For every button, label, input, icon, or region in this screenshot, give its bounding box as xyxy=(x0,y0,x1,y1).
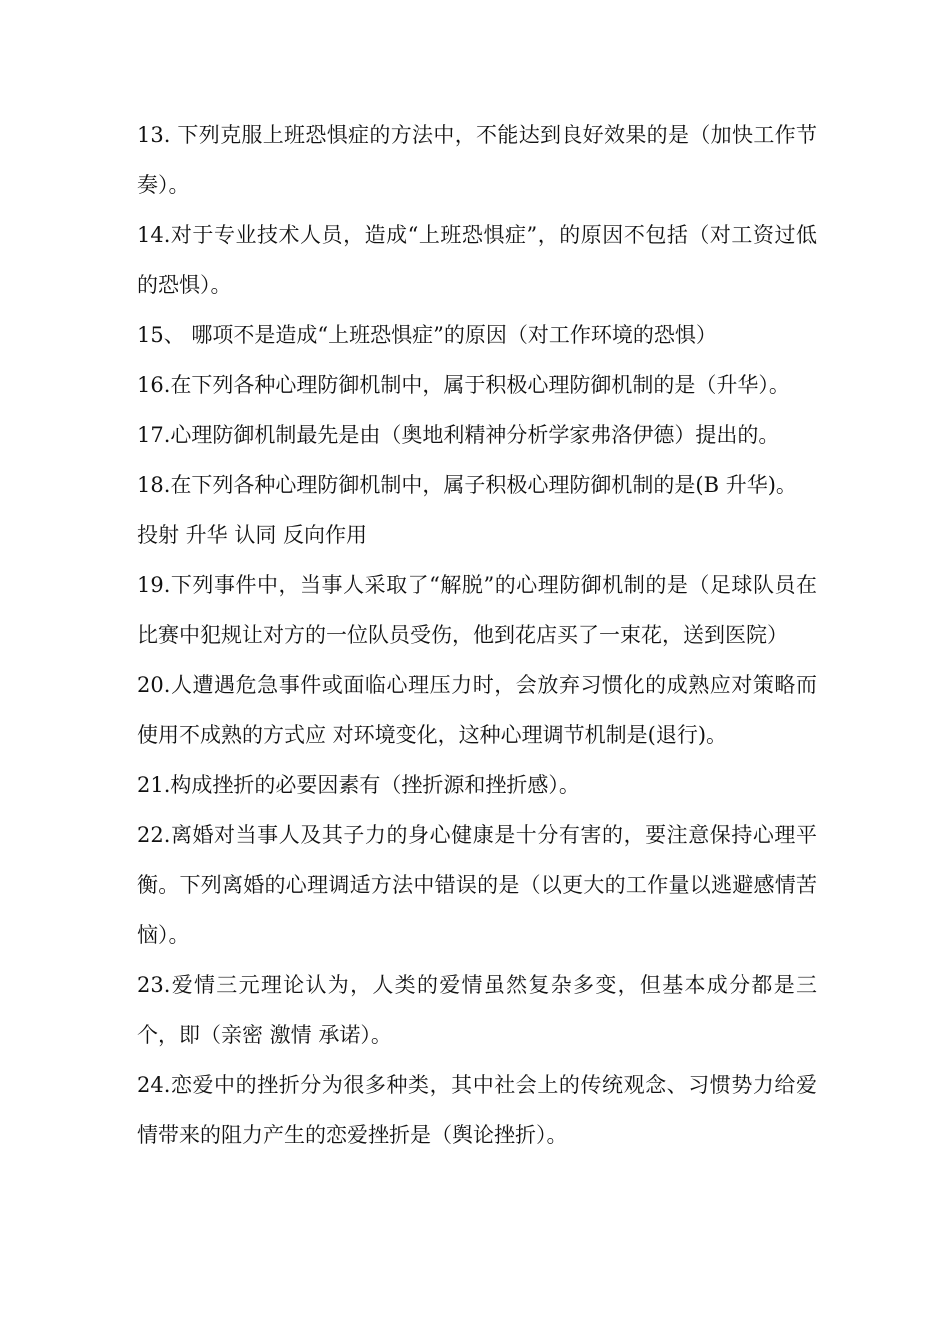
question-21: 21.构成挫折的必要因素有（挫折源和挫折感）。 xyxy=(137,773,580,797)
question-18-options: 投射 升华 认同 反向作用 xyxy=(137,523,368,547)
question-14: 14.对于专业技术人员，造成“上班恐惧症”，的原因不包括（对工资过低的恐惧）。 xyxy=(137,223,817,297)
question-16: 16.在下列各种心理防御机制中，属于积极心理防御机制的是（升华）。 xyxy=(137,373,790,397)
question-19: 19.下列事件中，当事人采取了“解脱”的心理防御机制的是（足球队员在比赛中犯规让对方的一位队员受伤，他到花店买了一束花，送到医院） xyxy=(137,573,817,647)
question-17: 17.心理防御机制最先是由（奥地利精神分析学家弗洛伊德）提出的。 xyxy=(137,423,780,447)
question-20: 20.人遭遇危急事件或面临心理压力时，会放弃习惯化的成熟应对策略而使用不成熟的方式应 对环境变化，这种心理调节机制是(退行)。 xyxy=(137,673,817,747)
question-15: 15、 哪项不是造成“上班恐惧症”的原因（对工作环境的恐惧） xyxy=(137,323,717,347)
question-23: 23.爱情三元理论认为，人类的爱情虽然复杂多变，但基本成分都是三个，即（亲密 激情 承诺）。 xyxy=(137,973,817,1047)
document-body xyxy=(137,110,817,1160)
question-24: 24.恋爱中的挫折分为很多种类，其中社会上的传统观念、习惯势力给爱情带来的阻力产生的恋爱挫折是（舆论挫折）。 xyxy=(137,1073,817,1147)
question-22: 22.离婚对当事人及其子力的身心健康是十分有害的，要注意保持心理平衡。下列离婚的心理调适方法中错误的是（以更大的工作量以逃避感情苦恼）。 xyxy=(137,823,817,947)
question-13: 13. 下列克服上班恐惧症的方法中，不能达到良好效果的是（加快工作节奏）。 xyxy=(137,123,817,197)
question-18: 18.在下列各种心理防御机制中，属子积极心理防御机制的是(B 升华)。 xyxy=(137,473,797,497)
